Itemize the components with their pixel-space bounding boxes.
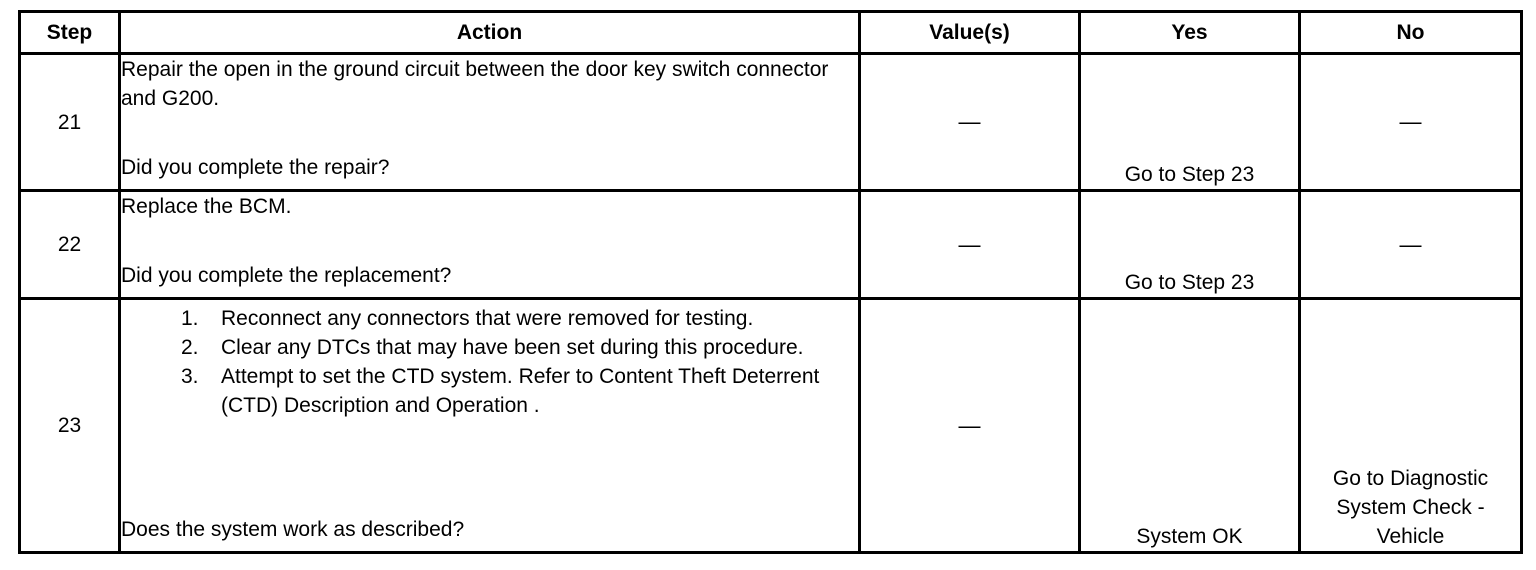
list-item-text: Clear any DTCs that may have been set during this procedure. [221,336,804,359]
step-number: 22 [20,191,120,299]
list-item-number: 3. [181,365,199,388]
header-action: Action [120,12,860,54]
action-cell [120,191,860,299]
yes-cell: System OK [1080,299,1300,553]
action-question: Does the system work as described? [121,518,465,541]
no-cell: — [1300,191,1522,299]
action-text: Replace the BCM. [121,195,292,218]
header-step: Step [20,12,120,54]
diagnostic-table [18,10,1523,554]
list-item [121,333,858,362]
table-row [20,299,1522,553]
yes-cell: Go to Step 23 [1080,54,1300,191]
table-row [20,54,1522,191]
action-cell [120,299,860,553]
header-row [20,12,1522,54]
value-cell: — [860,191,1080,299]
list-item-number: 1. [181,307,199,330]
table-row [20,191,1522,299]
list-item [121,362,858,420]
action-steps-list [121,304,858,420]
list-item-number: 2. [181,336,199,359]
no-cell: Go to Diagnostic System Check - Vehicle [1300,299,1522,553]
yes-cell: Go to Step 23 [1080,191,1300,299]
action-question: Did you complete the repair? [121,156,390,179]
list-item [121,304,858,333]
list-item-text: Reconnect any connectors that were removed for testing. [221,307,754,330]
header-values: Value(s) [860,12,1080,54]
action-cell [120,54,860,191]
step-number: 23 [20,299,120,553]
diagnostic-table-container [18,10,1520,554]
action-text: Repair the open in the ground circuit between the door key switch connector and G200. [121,58,829,110]
value-cell: — [860,54,1080,191]
list-item-text: Attempt to set the CTD system. Refer to Content Theft Deterrent (CTD) Description and Operation . [221,365,820,417]
no-cell: — [1300,54,1522,191]
header-yes: Yes [1080,12,1300,54]
action-question: Did you complete the replacement? [121,264,452,287]
value-cell: — [860,299,1080,553]
step-number: 21 [20,54,120,191]
header-no: No [1300,12,1522,54]
